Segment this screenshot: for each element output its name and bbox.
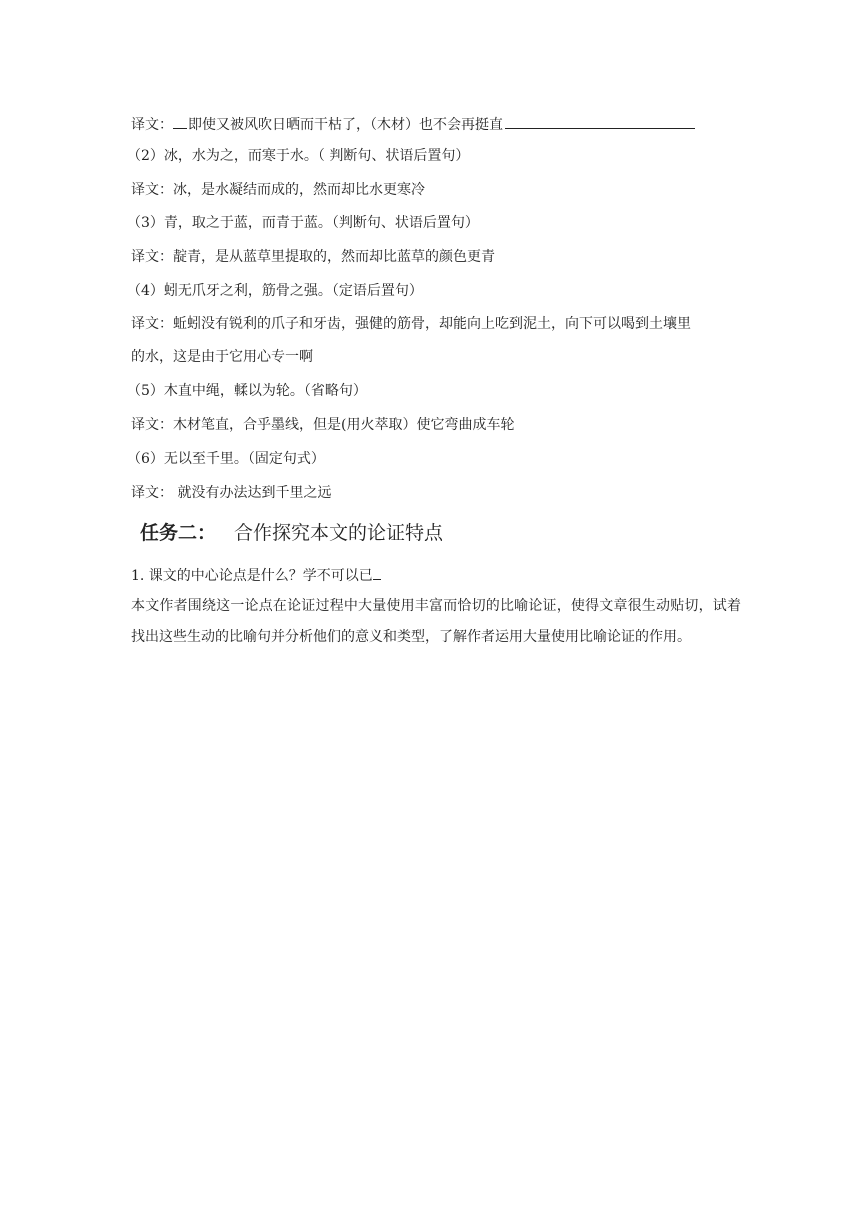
task2-label: 任务二： [140, 522, 217, 544]
translation-line-4-cont: 的水，这是由于它用心专一啊 [131, 349, 313, 365]
sentence-item-2: （2）冰，水为之，而寒于水。（ 判断句、状语后置句） [127, 148, 470, 164]
translation-line-2: 译文：冰，是水凝结而成的，然而却比水更寒冷 [131, 182, 425, 198]
sentence-item-6: （6）无以至千里。（固定句式） [127, 451, 325, 467]
body-paragraph: 本文作者围绕这一论点在论证过程中大量使用丰富而恰切的比喻论证，使得文章很生动贴切，试着找出这些生动的比喻句并分析他们的意义和类型，了解作者运用大量使用比喻论证的作用。 [131, 598, 741, 645]
translation-prefix: 译文： [131, 117, 173, 133]
task2-heading [140, 519, 443, 547]
question-1 [131, 563, 381, 586]
translation-line-3: 译文：靛青，是从蓝草里提取的，然而却比蓝草的颜色更青 [131, 249, 495, 265]
translation-line-5: 译文：木材笔直，合乎墨线，但是(用火萃取）使它弯曲成车轮 [131, 417, 515, 433]
translation-line-6: 译文： 就没有办法达到千里之远 [131, 485, 332, 501]
translation-text: 即使又被风吹日晒而干枯了，（木材）也不会再挺直 [188, 117, 503, 133]
blank-underline [505, 112, 695, 129]
question-1-text: 1. 课文的中心论点是什么？学不可以已 [131, 568, 373, 584]
sentence-item-5: （5）木直中绳，輮以为轮。（省略句） [127, 383, 367, 399]
sentence-item-4: （4）蚓无爪牙之利，筋骨之强。（定语后置句） [127, 283, 423, 299]
translation-line-4: 译文：蚯蚓没有锐利的爪子和牙齿，强健的筋骨，却能向上吃到泥土，向下可以喝到土壤里 [131, 316, 691, 332]
translation-line-1 [131, 112, 695, 135]
blank-underline [373, 563, 381, 580]
blank-underline [173, 112, 187, 129]
sentence-item-3: （3）青，取之于蓝，而青于蓝。（判断句、状语后置句） [127, 215, 479, 231]
task2-title: 合作探究本文的论证特点 [234, 522, 444, 544]
